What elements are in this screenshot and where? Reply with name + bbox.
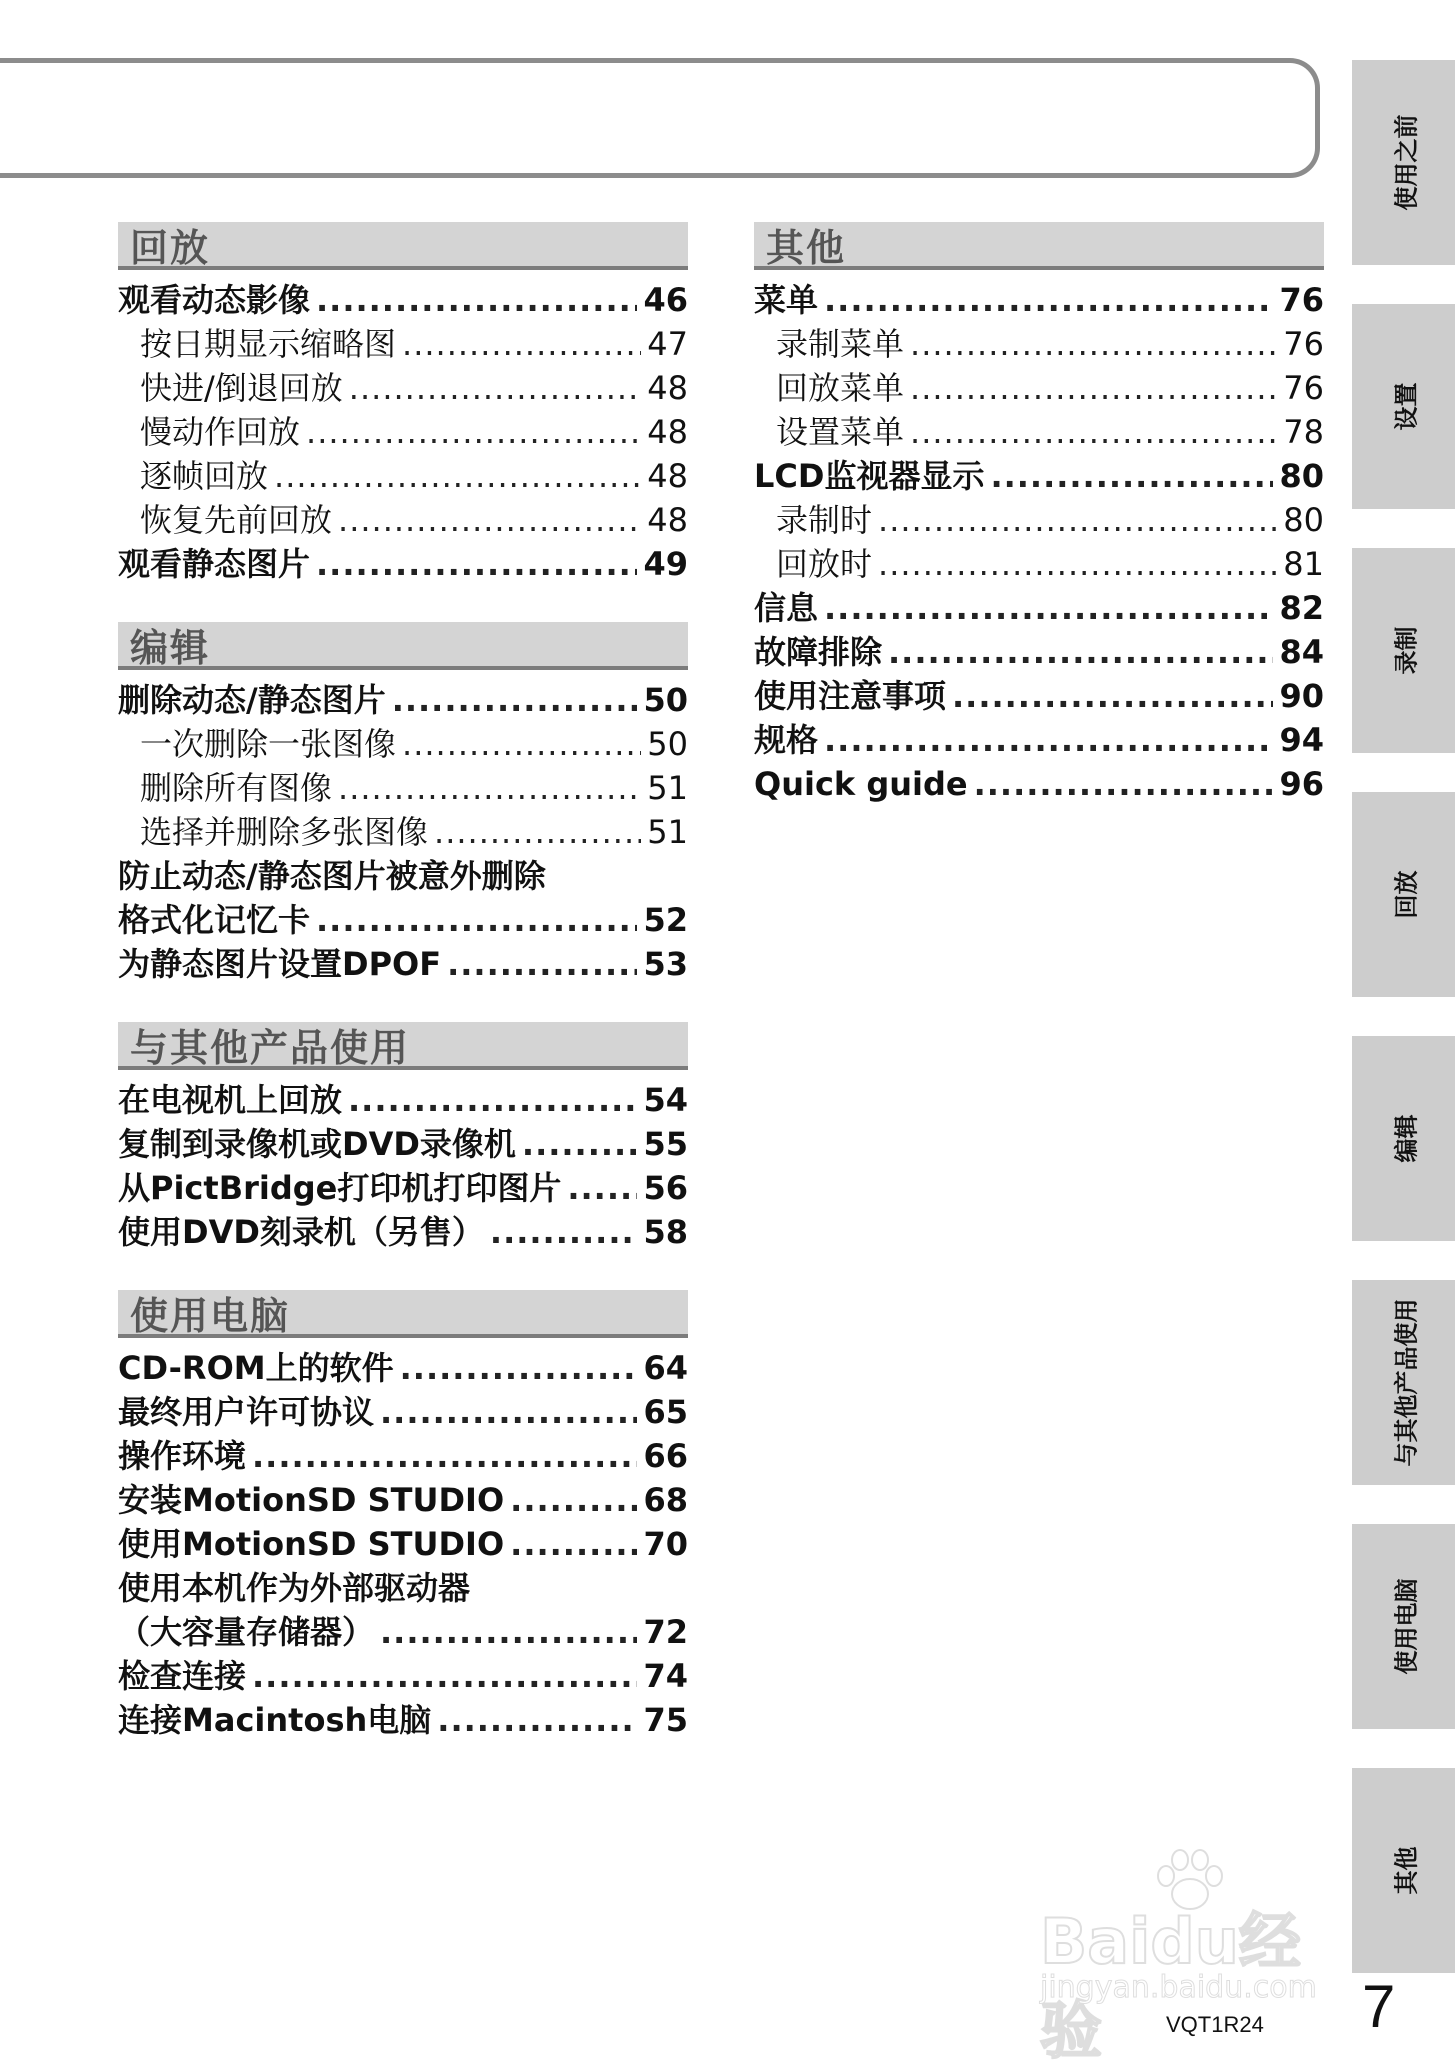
toc-entry-label: 回放时 [776,545,873,583]
toc-entry-page: 46 [643,281,688,319]
dot-leader [910,366,1277,410]
toc-entry-label: 在电视机上回放 [118,1081,343,1119]
dot-leader [824,586,1273,630]
toc-entry-page: 50 [643,681,688,719]
toc-left-column [118,222,688,1778]
toc-entry[interactable] [118,542,688,586]
dot-leader [348,1078,637,1122]
toc-entry-label: 信息 [754,589,819,627]
dot-leader [316,898,637,942]
toc-entry[interactable] [754,718,1324,762]
side-tab[interactable] [1352,1280,1455,1485]
side-tab[interactable] [1352,1524,1455,1729]
toc-entry[interactable] [118,766,688,810]
toc-entry-page: 50 [647,725,688,763]
toc-section [118,622,688,986]
toc-entry[interactable] [754,322,1324,366]
toc-entry[interactable] [754,630,1324,674]
dot-leader [437,1698,637,1742]
toc-entry-label: 故障排除 [754,633,883,671]
toc-entry-label: 观看静态图片 [118,545,311,583]
toc-entry-label: LCD监视器显示 [754,457,985,495]
toc-entry-label: 格式化记忆卡 [118,901,311,939]
toc-entry-label: 最终用户许可协议 [118,1393,375,1431]
dot-leader [447,942,637,986]
toc-entry-page: 70 [643,1525,688,1563]
watermark-url-text: jingyan.baidu.com [1040,1970,1317,2005]
toc-section [118,1290,688,1742]
dot-leader [910,322,1277,366]
toc-entry-label: 菜单 [754,281,819,319]
toc-entry[interactable] [118,1122,688,1166]
toc-entry-page: 65 [643,1393,688,1431]
dot-leader [910,410,1277,454]
toc-entry[interactable] [118,810,688,854]
toc-entry-label: 录制时 [776,501,873,539]
toc-entry-label: 删除所有图像 [140,769,333,807]
toc-entry-page: 68 [643,1481,688,1519]
toc-entry[interactable] [754,674,1324,718]
side-tab-label: 其他 [1392,1846,1420,1895]
toc-entry[interactable] [118,410,688,454]
section-heading: 其他 [754,222,1324,270]
toc-entry-page: 48 [647,413,688,451]
side-tab[interactable] [1352,792,1455,997]
toc-entry[interactable] [118,1566,688,1610]
toc-entry[interactable] [754,278,1324,322]
toc-entry-label: 规格 [754,721,819,759]
header-frame [0,58,1320,178]
toc-entry-page: 47 [647,325,688,363]
page-number: 7 [1362,1973,1396,2040]
toc-entry[interactable] [118,1610,688,1654]
toc-entry-page: 81 [1283,545,1324,583]
toc-entry[interactable] [118,366,688,410]
dot-leader [306,410,641,454]
toc-entry-label: 检查连接 [118,1657,247,1695]
toc-entry-page: 96 [1279,765,1324,803]
toc-entry[interactable] [118,1522,688,1566]
toc-entry-page: 51 [647,813,688,851]
toc-entry-label: 快进/倒退回放 [140,369,343,407]
toc-entry-label: 删除动态/静态图片 [118,681,386,719]
dot-leader [567,1166,637,1210]
toc-entry-label: 安装MotionSD STUDIO [118,1481,505,1519]
toc-entry[interactable] [754,762,1324,806]
dot-leader [316,278,637,322]
dot-leader [338,766,641,810]
toc-entry-page: 56 [643,1169,688,1207]
document-code: VQT1R24 [1166,2012,1264,2037]
toc-entry-page: 80 [1283,501,1324,539]
toc-entry-label: （大容量存储器） [118,1613,375,1651]
toc-entry[interactable] [118,1698,688,1742]
toc-entry[interactable] [754,366,1324,410]
dot-leader [380,1390,637,1434]
toc-entry-page: 64 [643,1349,688,1387]
dot-leader [878,542,1277,586]
toc-entry[interactable] [118,1478,688,1522]
toc-entry-page: 53 [643,945,688,983]
dot-leader [888,630,1273,674]
toc-entry[interactable] [118,898,688,942]
dot-leader [990,454,1273,498]
dot-leader [402,322,641,366]
toc-entry[interactable] [118,1210,688,1254]
toc-entry-label: 防止动态/静态图片被意外删除 [118,857,546,895]
toc-entry[interactable] [118,278,688,322]
toc-entry-label: 为静态图片设置DPOF [118,945,442,983]
toc-entry[interactable] [754,586,1324,630]
toc-entry-label: 使用DVD刻录机（另售） [118,1213,484,1251]
toc-entry-page: 76 [1283,325,1324,363]
toc-section [754,222,1324,806]
toc-entry-page: 48 [647,501,688,539]
side-tab-label: 使用电脑 [1392,1578,1420,1675]
side-tab-label: 编辑 [1392,1114,1420,1163]
dot-leader [400,1346,638,1390]
toc-entry[interactable] [118,1390,688,1434]
dot-leader [510,1478,637,1522]
toc-entry-label: 录制菜单 [776,325,905,363]
toc-entry[interactable] [118,854,688,898]
dot-leader [490,1210,638,1254]
toc-entry-page: 94 [1279,721,1324,759]
dot-leader [878,498,1277,542]
toc-section [118,1022,688,1254]
section-heading: 回放 [118,222,688,270]
toc-entry-page: 58 [643,1213,688,1251]
toc-entry[interactable] [118,678,688,722]
toc-entry-page: 48 [647,457,688,495]
toc-entry-label: 慢动作回放 [140,413,301,451]
toc-entry[interactable] [754,454,1324,498]
toc-entry-label: 观看动态影像 [118,281,311,319]
dot-leader [338,498,641,542]
toc-entry[interactable] [118,1078,688,1122]
toc-entry-page: 80 [1279,457,1324,495]
toc-entry-label: 回放菜单 [776,369,905,407]
toc-entry-page: 75 [643,1701,688,1739]
toc-entry-page: 49 [643,545,688,583]
dot-leader [952,674,1273,718]
toc-entry-label: 一次删除一张图像 [140,725,397,763]
dot-leader [402,722,641,766]
toc-entry-label: 使用MotionSD STUDIO [118,1525,505,1563]
side-tab-label: 设置 [1392,382,1420,431]
toc-entry-page: 51 [647,769,688,807]
side-tab[interactable] [1352,548,1455,753]
toc-entry[interactable] [118,454,688,498]
dot-leader [274,454,641,498]
side-tab[interactable] [1352,60,1455,265]
toc-entry-page: 78 [1283,413,1324,451]
dot-leader [434,810,641,854]
side-tab[interactable] [1352,1768,1455,1973]
toc-entry-page: 48 [647,369,688,407]
dot-leader [252,1654,637,1698]
dot-leader [824,718,1273,762]
toc-entry-page: 66 [643,1437,688,1475]
side-tab-label: 使用之前 [1392,114,1420,211]
toc-entry-label: 选择并删除多张图像 [140,813,429,851]
dot-leader [522,1122,638,1166]
watermark-main-text: Baidu经验 [1040,1905,1301,2067]
toc-entry-page: 74 [643,1657,688,1695]
toc-entry-page: 72 [643,1613,688,1651]
toc-entry-label: 恢复先前回放 [140,501,333,539]
toc-entry[interactable] [754,542,1324,586]
toc-section [118,222,688,586]
toc-entry-page: 82 [1279,589,1324,627]
toc-entry-page: 54 [643,1081,688,1119]
section-heading: 使用电脑 [118,1290,688,1338]
toc-entry-label: 操作环境 [118,1437,247,1475]
side-tab-label: 与其他产品使用 [1392,1298,1420,1467]
toc-entry[interactable] [118,1346,688,1390]
section-heading: 与其他产品使用 [118,1022,688,1070]
toc-entry[interactable] [118,1166,688,1210]
toc-entry[interactable] [118,942,688,986]
toc-entry-label: 连接Macintosh电脑 [118,1701,432,1739]
toc-entry[interactable] [754,498,1324,542]
toc-entry-page: 55 [643,1125,688,1163]
side-tab[interactable] [1352,304,1455,509]
toc-entry-label: 使用注意事项 [754,677,947,715]
dot-leader [380,1610,637,1654]
toc-entry-label: 设置菜单 [776,413,905,451]
toc-entry-label: 按日期显示缩略图 [140,325,397,363]
dot-leader [974,762,1274,806]
toc-entry-label: Quick guide [754,765,968,803]
side-tab-label: 录制 [1392,626,1420,675]
toc-entry[interactable] [118,498,688,542]
dot-leader [349,366,641,410]
toc-entry-label: 复制到录像机或DVD录像机 [118,1125,516,1163]
toc-entry-page: 90 [1279,677,1324,715]
dot-leader [252,1434,637,1478]
toc-right-column [754,222,1324,842]
toc-entry[interactable] [118,1654,688,1698]
dot-leader [316,542,637,586]
side-tab-label: 回放 [1392,870,1420,919]
dot-leader [510,1522,637,1566]
toc-entry-label: 逐帧回放 [140,457,269,495]
toc-entry[interactable] [118,1434,688,1478]
toc-entry-page: 76 [1279,281,1324,319]
toc-entry-label: 使用本机作为外部驱动器 [118,1569,471,1607]
toc-entry-page: 84 [1279,633,1324,671]
side-tab[interactable] [1352,1036,1455,1241]
toc-entry-label: CD-ROM上的软件 [118,1349,394,1387]
toc-entry-page: 76 [1283,369,1324,407]
toc-entry[interactable] [118,322,688,366]
toc-entry-page: 52 [643,901,688,939]
dot-leader [824,278,1273,322]
section-heading: 编辑 [118,622,688,670]
toc-entry-label: 从PictBridge打印机打印图片 [118,1169,562,1207]
toc-entry[interactable] [118,722,688,766]
toc-entry[interactable] [754,410,1324,454]
dot-leader [392,678,638,722]
